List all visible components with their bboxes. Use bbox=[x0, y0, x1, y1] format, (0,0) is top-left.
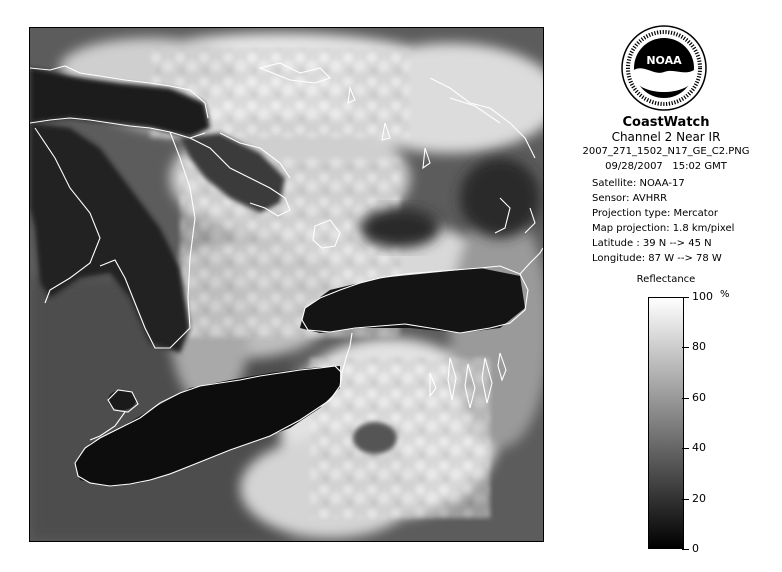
colorbar-tick bbox=[682, 398, 689, 399]
colorbar-tick-label: 60 bbox=[692, 390, 706, 404]
satellite-image bbox=[30, 28, 543, 541]
legend-title: Reflectance bbox=[636, 274, 696, 285]
colorbar-tick bbox=[682, 297, 689, 298]
colorbar-tick-label: 20 bbox=[692, 491, 706, 505]
noaa-logo bbox=[620, 24, 708, 112]
channel-label: Channel 2 Near IR bbox=[611, 130, 721, 144]
colorbar-tick-label: 100 bbox=[692, 290, 713, 303]
info-panel bbox=[556, 18, 776, 563]
filename-label: 2007_271_1502_N17_GE_C2.PNG bbox=[582, 146, 750, 157]
longitude-label: Longitude: 87 W --> 78 W bbox=[592, 253, 722, 264]
reflectance-colorbar bbox=[648, 297, 684, 549]
colorbar-tick bbox=[682, 549, 689, 550]
satellite-image-map bbox=[30, 28, 543, 541]
latitude-label: Latitude : 39 N --> 45 N bbox=[592, 238, 712, 249]
colorbar-tick bbox=[682, 448, 689, 449]
map-projection-label: Map projection: 1.8 km/pixel bbox=[592, 223, 735, 234]
date-label: 09/28/2007 bbox=[605, 161, 663, 172]
satellite-label: Satellite: NOAA-17 bbox=[592, 178, 685, 189]
colorbar-tick bbox=[682, 499, 689, 500]
product-title: CoastWatch bbox=[622, 115, 710, 130]
projection-type-label: Projection type: Mercator bbox=[592, 208, 718, 219]
time-label: 15:02 GMT bbox=[672, 161, 727, 172]
legend-unit: % bbox=[720, 289, 730, 300]
datetime-label bbox=[556, 161, 776, 173]
logo-text: NOAA bbox=[646, 54, 682, 67]
colorbar-tick bbox=[682, 347, 689, 348]
sensor-label: Sensor: AVHRR bbox=[592, 193, 668, 204]
colorbar-tick-label: 40 bbox=[692, 441, 706, 455]
colorbar-tick-label: 80 bbox=[692, 340, 706, 354]
colorbar-tick-label: 0 bbox=[692, 542, 699, 555]
